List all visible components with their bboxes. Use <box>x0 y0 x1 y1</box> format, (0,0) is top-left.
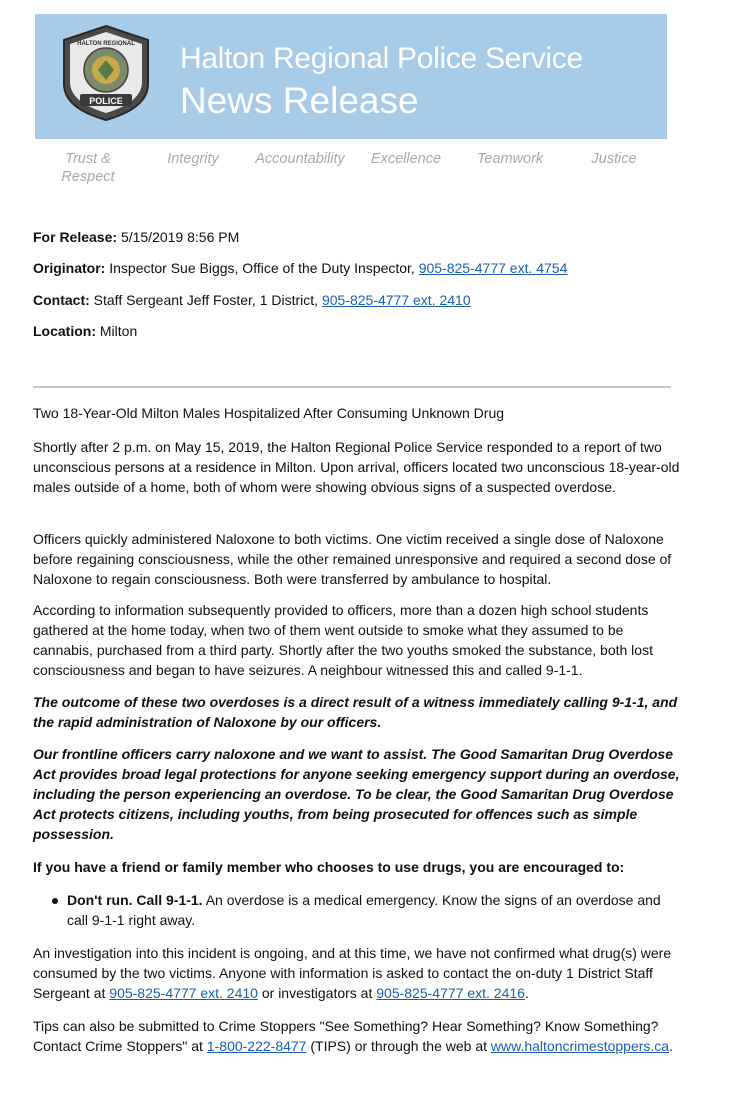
contact-row <box>33 292 471 308</box>
paragraph-5-emphasis: Our frontline officers carry naloxone and we want to assist. The Good Samaritan Drug Overdose Act provides broad legal protections for anyone seeking emergency support during an overdose, including the person experiencing an overdose. To be clear, the Good Samaritan Drug Overdose Act protects citizens, including youths, from being prosecuted for offences such as simple possession. <box>33 746 680 842</box>
crime-stoppers-phone-link[interactable]: 1-800-222-8477 <box>206 1038 307 1054</box>
location-row <box>33 323 137 339</box>
release-label: For Release: <box>33 229 118 245</box>
paragraph-4-emphasis: The outcome of these two overdoses is a direct result of a witness immediately calling 9-1-1, and the rapid administration of Naloxone by our officers. <box>33 694 678 730</box>
headline: Two 18-Year-Old Milton Males Hospitalized After Consuming Unknown Drug <box>33 405 505 421</box>
bullet-item <box>67 890 667 930</box>
originator-value: Inspector Sue Biggs, Office of the Duty Inspector, <box>109 260 415 276</box>
paragraph-8-text-b: (TIPS) or through the web at <box>306 1038 491 1054</box>
bullet-text: An overdose is a medical emergency. Know the signs of an overdose and call 9-1-1 right away. <box>67 892 661 928</box>
originator-row <box>33 260 567 276</box>
paragraph-2: Officers quickly administered Naloxone to both victims. One victim received a single dose of Naloxone before regaining consciousness, while the other remained unresponsive and required a second dose of Naloxone to regain consciousness. Both were transferred by ambulance to hospital. <box>33 531 672 587</box>
originator-phone-link[interactable]: 905-825-4777 ext. 4754 <box>418 260 568 276</box>
value-teamwork: Teamwork <box>476 151 544 167</box>
paragraph-8 <box>33 1016 683 1056</box>
paragraph-1: Shortly after 2 p.m. on May 15, 2019, the Halton Regional Police Service responded to a report of two unconscious persons at a residence in Milton. Upon arrival, officers located two unconscious 18-year-old males outside of a home, both of whom were showing obvious signs of a suspected overdose. <box>33 439 680 495</box>
paragraph-8-text-a: Tips can also be submitted to Crime Stoppers "See Something? Hear Something? Know Something? Contact Crime Stoppers" at <box>33 1018 659 1054</box>
paragraph-7-text-a: An investigation into this incident is ongoing, and at this time, we have not confirmed what drug(s) were consumed by the two victims. Anyone with information is asked to contact the on-duty 1 District Staff Sergeant at <box>33 945 672 1001</box>
svg-text:POLICE: POLICE <box>89 96 123 106</box>
paragraph-7-text-c: . <box>524 985 529 1001</box>
crime-stoppers-web-link[interactable]: www.haltoncrimestoppers.ca <box>490 1038 670 1054</box>
police-badge-logo <box>56 22 156 122</box>
location-label: Location: <box>33 323 96 339</box>
value-integrity: Integrity <box>167 151 219 167</box>
paragraph-3: According to information subsequently provided to officers, more than a dozen high school students gathered at the home today, when two of them went outside to smoke what they assumed to be cannabis, purchased from a third party. Shortly after the two youths smoked the substance, both lost consciousness and began to have seizures. A neighbour witnessed this and called 9-1-1. <box>33 602 653 678</box>
investigators-phone-link[interactable]: 905-825-4777 ext. 2416 <box>376 985 525 1001</box>
paragraph-8-text-c: . <box>669 1038 673 1054</box>
svg-text:HALTON REGIONAL: HALTON REGIONAL <box>77 41 135 47</box>
contact-label: Contact: <box>33 292 90 308</box>
contact-phone-link[interactable]: 905-825-4777 ext. 2410 <box>321 292 471 308</box>
bullet-bold-text: Don't run. Call 9-1-1. <box>67 892 203 908</box>
originator-label: Originator: <box>33 260 106 276</box>
paragraph-7-text-b: or investigators at <box>257 985 377 1001</box>
paragraph-7 <box>33 943 683 1003</box>
value-trust-respect: Trust & Respect <box>61 151 115 185</box>
value-excellence: Excellence <box>370 151 442 167</box>
org-name: Halton Regional Police Service <box>180 42 583 75</box>
bullet-marker <box>52 898 58 904</box>
divider <box>33 386 671 388</box>
staff-sergeant-phone-link[interactable]: 905-825-4777 ext. 2410 <box>109 985 258 1001</box>
value-accountability: Accountability <box>255 151 345 167</box>
release-row <box>33 229 239 245</box>
paragraph-6-intro: If you have a friend or family member who chooses to use drugs, you are encouraged to: <box>33 859 625 875</box>
value-justice: Justice <box>591 151 637 167</box>
location-value: Milton <box>99 323 138 339</box>
contact-value: Staff Sergeant Jeff Foster, 1 District, <box>93 292 319 308</box>
doc-type: News Release <box>180 80 419 121</box>
release-value: 5/15/2019 8:56 PM <box>120 229 240 245</box>
